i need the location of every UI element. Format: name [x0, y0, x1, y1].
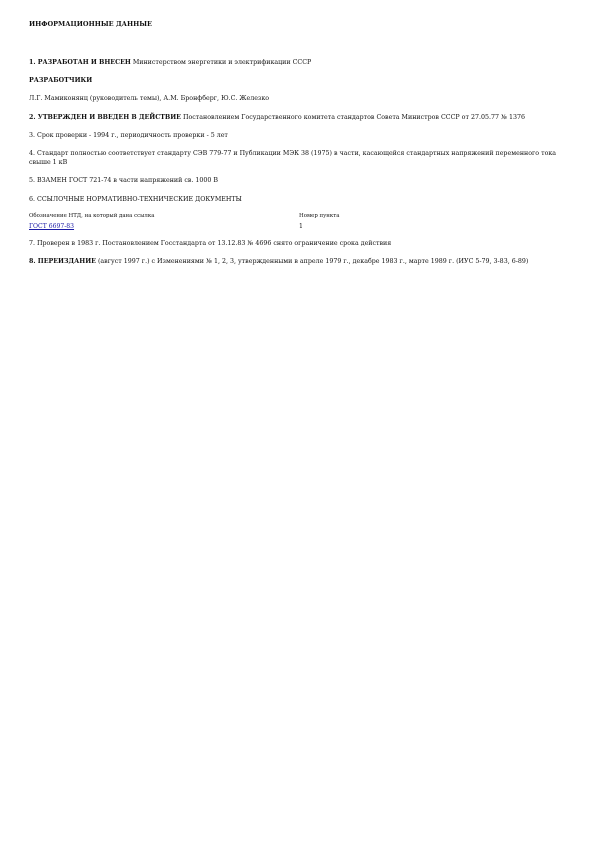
- section-8: [29, 257, 569, 266]
- section-1-text: Министерством энергетики и электрификации СССР: [130, 59, 312, 66]
- developers-heading: РАЗРАБОТЧИКИ: [29, 77, 93, 85]
- section-1: [29, 58, 569, 67]
- section-4: 4. Стандарт полностью соответствует стандарту СЭВ 779-77 и Публикации МЭК 38 (1975) в части, касающейся стандартных напряжений переменного тока свыше 1 кВ: [29, 150, 557, 167]
- section-7: 7. Проверен в 1983 г. Постановлением Госстандарта от 13.12.83 № 4696 снято ограничение срока действия: [29, 239, 392, 247]
- developers-list: Л.Г. Мамиконянц (руководитель темы), А.М. Бронфберг, Ю.С. Железко: [29, 95, 270, 103]
- document-title: ИНФОРМАЦИОННЫЕ ДАННЫЕ: [29, 20, 153, 28]
- section-8-text: (август 1997 г.) с Изменениями № 1, 2, 3, утвержденными в апреле 1979 г., декабре 1983 г., марте 1989 г. (ИУС 5-79, 3-83, 6-89): [95, 258, 529, 266]
- references-header-row: [29, 213, 569, 223]
- column-header-document: Обозначение НТД, на который дана ссылка: [29, 212, 155, 219]
- column-header-item: Номер пункта: [299, 212, 340, 219]
- section-2-heading: 2. УТВЕРЖДЕН И ВВЕДЕН В ДЕЙСТВИЕ: [29, 113, 181, 121]
- item-number-cell: 1: [299, 222, 303, 230]
- section-3: 3. Срок проверки - 1994 г., периодичность проверки - 5 лет: [29, 131, 228, 139]
- section-1-heading: 1. РАЗРАБОТАН И ВНЕСЕН: [29, 59, 131, 66]
- reference-cell: [29, 223, 299, 230]
- section-2: [29, 113, 569, 122]
- references-table: [29, 213, 569, 230]
- section-2-text: Постановлением Государственного комитета стандартов Совета Министров СССР от 27.05.77 № 1376: [180, 113, 525, 121]
- section-6: 6. ССЫЛОЧНЫЕ НОРМАТИВНО-ТЕХНИЧЕСКИЕ ДОКУМЕНТЫ: [29, 195, 242, 203]
- reference-link[interactable]: ГОСТ 6697-83: [29, 222, 75, 230]
- section-5: 5. ВЗАМЕН ГОСТ 721-74 в части напряжений св. 1000 В: [29, 177, 219, 185]
- table-row: [29, 223, 569, 230]
- section-8-heading: 8. ПЕРЕИЗДАНИЕ: [29, 258, 96, 266]
